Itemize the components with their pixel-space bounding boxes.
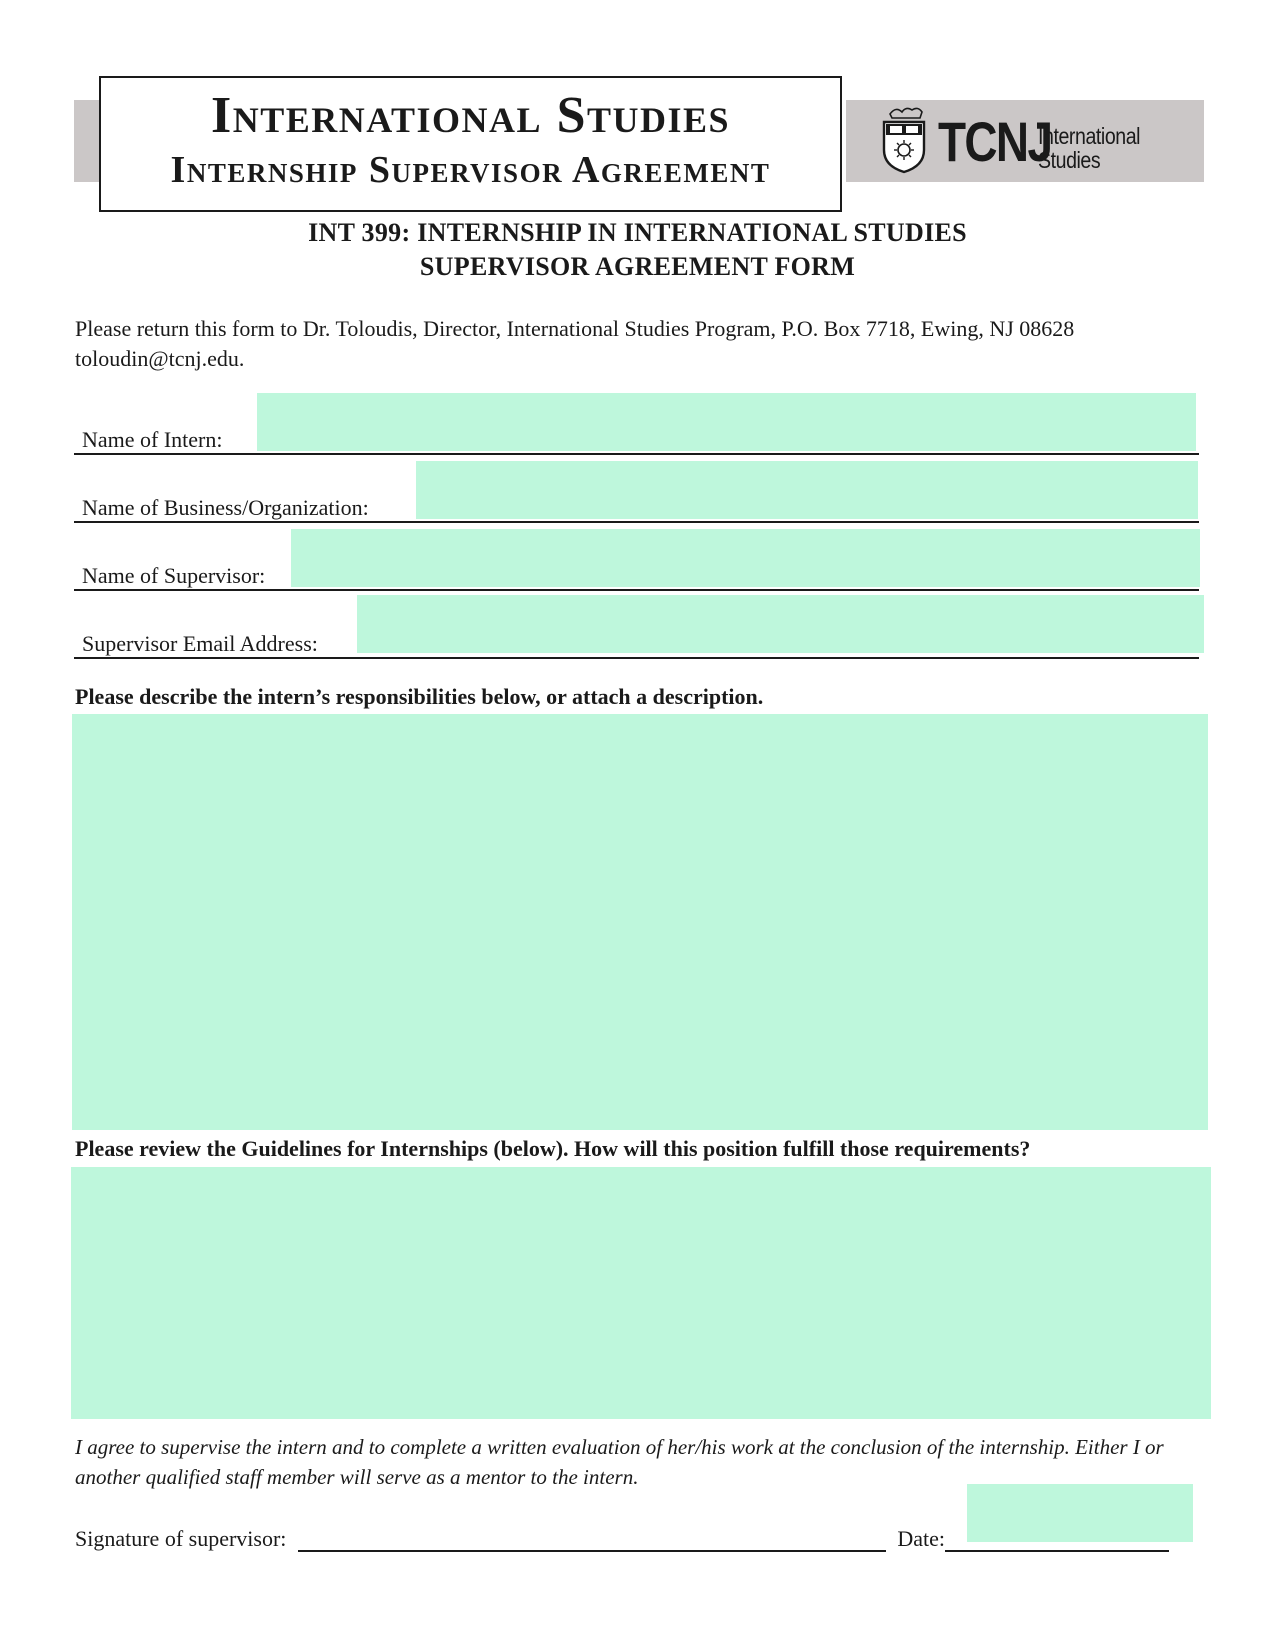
instructions-line1: Please return this form to Dr. Toloudis, Director, International Studies Program, P.O. Box 7718, Ewing, NJ 08628 — [75, 316, 1075, 341]
instructions-line2: toloudin@tcnj.edu. — [75, 346, 245, 371]
tcnj-seal-icon — [880, 104, 928, 180]
title-box — [99, 76, 842, 212]
signature-line[interactable] — [298, 1530, 886, 1552]
supervisor-name-field[interactable] — [291, 529, 1200, 587]
supervisor-email-field[interactable] — [357, 595, 1204, 653]
agreement-line2: another qualified staff member will serve as a mentor to the intern. — [75, 1465, 639, 1489]
date-label: Date: — [897, 1526, 946, 1551]
intern-name-label: Name of Intern: — [82, 427, 223, 452]
logo-wordmark: TCNJ — [938, 110, 1052, 173]
document-title: International Studies — [210, 87, 731, 144]
instructions — [75, 314, 1205, 374]
responsibilities-prompt: Please describe the intern’s responsibilities below, or attach a description. — [75, 684, 764, 709]
guidelines-prompt: Please review the Guidelines for Internships (below). How will this position fulfill those requirements? — [75, 1136, 1031, 1161]
signature-row — [75, 1526, 1169, 1552]
intern-name-field[interactable] — [257, 393, 1196, 451]
guidelines-textarea[interactable] — [71, 1167, 1211, 1419]
logo-sub-line2: Studies — [1038, 147, 1101, 173]
organization-name-field[interactable] — [416, 461, 1198, 519]
agreement-statement — [75, 1432, 1205, 1492]
tcnj-logo — [880, 104, 1190, 180]
form-heading-line1: INT 399: INTERNSHIP IN INTERNATIONAL STUDIES — [308, 218, 967, 247]
supervisor-email-label: Supervisor Email Address: — [82, 631, 318, 656]
date-line — [945, 1530, 1169, 1552]
form-heading-line2: SUPERVISOR AGREEMENT FORM — [419, 252, 856, 281]
agreement-line1: I agree to supervise the intern and to complete a written evaluation of her/his work at the conclusion of the internship. Either I or — [75, 1435, 1164, 1459]
logo-subtitle — [1038, 124, 1140, 172]
responsibilities-textarea[interactable] — [72, 714, 1208, 1130]
logo-sub-line1: International — [1038, 123, 1141, 149]
organization-name-label: Name of Business/Organization: — [82, 495, 369, 520]
signature-label: Signature of supervisor: — [75, 1526, 287, 1551]
supervisor-name-label: Name of Supervisor: — [82, 563, 266, 588]
document-subtitle: Internship Supervisor Agreement — [170, 149, 771, 191]
